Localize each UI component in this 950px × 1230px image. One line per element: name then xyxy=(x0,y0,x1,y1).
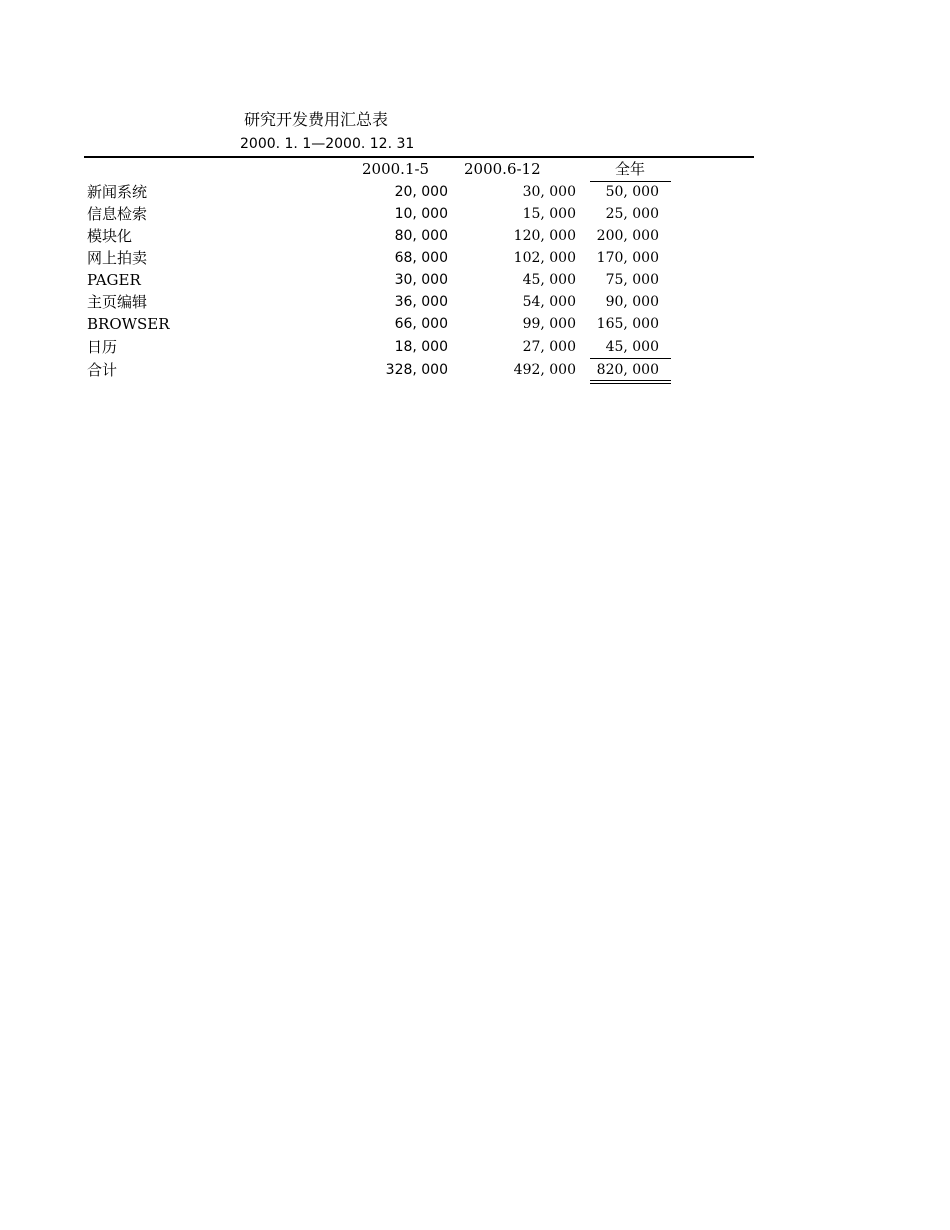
table-row xyxy=(0,247,950,269)
report-title: 研究开发费用汇总表 xyxy=(244,110,389,129)
table-row xyxy=(0,336,950,358)
table-row xyxy=(0,225,950,247)
row-year-value: 90, 000 xyxy=(605,294,659,310)
total-year-value: 820, 000 xyxy=(596,362,659,378)
row-period1-value: 80, 000 xyxy=(394,228,448,244)
row-period1-value: 30, 000 xyxy=(394,272,448,288)
row-year-value: 75, 000 xyxy=(605,272,659,288)
total-period1-value: 328, 000 xyxy=(385,362,448,378)
row-period1-value: 66, 000 xyxy=(394,316,448,332)
row-label: 模块化 xyxy=(87,227,133,245)
row-period2-value: 30, 000 xyxy=(522,184,576,200)
header-period2: 2000.6-12 xyxy=(464,160,541,178)
row-period1-value: 36, 000 xyxy=(394,294,448,310)
total-period2-value: 492, 000 xyxy=(513,362,576,378)
table-row xyxy=(0,269,950,291)
row-year-value: 45, 000 xyxy=(605,339,659,355)
row-label: 主页编辑 xyxy=(87,293,148,311)
report-period: 2000. 1. 1—2000. 12. 31 xyxy=(240,136,415,152)
row-year-value: 50, 000 xyxy=(605,184,659,200)
row-period2-value: 120, 000 xyxy=(513,228,576,244)
total-row xyxy=(0,359,950,381)
row-period2-value: 45, 000 xyxy=(522,272,576,288)
header-period1: 2000.1-5 xyxy=(362,160,430,178)
total-double-underline xyxy=(590,380,671,384)
row-label: 网上拍卖 xyxy=(87,249,148,267)
row-period2-value: 99, 000 xyxy=(522,316,576,332)
header-full-year: 全年 xyxy=(614,160,645,178)
row-year-value: 170, 000 xyxy=(596,250,659,266)
row-period1-value: 68, 000 xyxy=(394,250,448,266)
row-period1-value: 20, 000 xyxy=(394,184,448,200)
row-label: 信息检索 xyxy=(87,205,148,223)
row-label: 新闻系统 xyxy=(87,183,148,201)
row-year-value: 25, 000 xyxy=(605,206,659,222)
row-label: BROWSER xyxy=(87,315,170,333)
table-row xyxy=(0,291,950,313)
row-period2-value: 27, 000 xyxy=(522,339,576,355)
total-label: 合计 xyxy=(87,361,118,379)
row-period1-value: 10, 000 xyxy=(394,206,448,222)
row-period2-value: 102, 000 xyxy=(513,250,576,266)
row-period2-value: 54, 000 xyxy=(522,294,576,310)
row-year-value: 200, 000 xyxy=(596,228,659,244)
table-row xyxy=(0,313,950,335)
row-label: PAGER xyxy=(87,271,141,289)
row-year-value: 165, 000 xyxy=(596,316,659,332)
row-period2-value: 15, 000 xyxy=(522,206,576,222)
row-period1-value: 18, 000 xyxy=(394,339,448,355)
row-label: 日历 xyxy=(87,338,118,356)
table-row xyxy=(0,203,950,225)
header-rule xyxy=(84,156,754,158)
table-row xyxy=(0,181,950,203)
